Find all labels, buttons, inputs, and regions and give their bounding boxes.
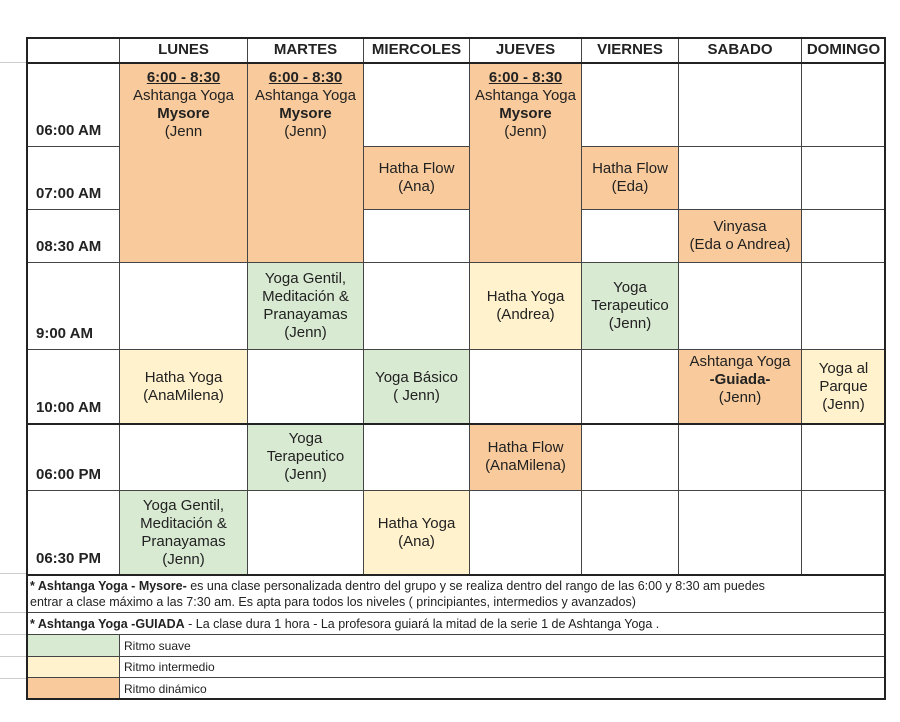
class-title: Yoga [613,279,647,296]
corner-header [26,37,120,63]
class-title: Pranayamas [141,532,226,550]
empty-cell [679,263,802,350]
note-text: - La clase dura 1 hora - La profesora guiará la mitad de la serie 1 de Ashtanga Yoga . [184,616,660,631]
class-title: Yoga al [818,359,869,377]
class-yoga-terapeutico-martes [248,424,364,491]
class-teacher: (Ana) [398,178,435,195]
class-title [250,87,361,123]
note-line [30,616,659,632]
empty-cell [802,147,886,210]
class-type: Mysore [499,105,552,122]
class-title-text: Ashtanga Yoga [475,87,576,104]
empty-cell [679,147,802,210]
class-type: Mysore [157,105,210,122]
class-title: Hatha Yoga [486,288,565,305]
empty-cell [679,491,802,575]
empty-cell [582,210,679,263]
time-label: 08:30 AM [26,210,120,263]
class-teacher: (Jenn) [284,123,327,140]
class-hatha-flow-viernes [582,147,679,210]
time-label: 06:00 AM [26,63,120,147]
legend-label: Ritmo suave [120,635,886,657]
class-title: Yoga Gentil, [142,496,225,514]
class-title: Terapeutico [266,448,345,465]
class-title [472,87,579,123]
class-vinyasa-sabado [679,210,802,263]
class-teacher: ( Jenn) [393,386,440,404]
class-ashtanga-mysore-martes [248,63,364,263]
empty-cell [248,491,364,575]
legend-label: Ritmo intermedio [120,657,886,678]
class-teacher: (Eda o Andrea) [689,236,791,253]
time-label: 07:00 AM [26,147,120,210]
class-teacher: (Jenn) [608,315,652,332]
class-time: 6:00 - 8:30 [488,69,563,86]
class-type: Mysore [279,105,332,122]
empty-cell [364,424,470,491]
time-label: 10:00 AM [26,350,120,424]
class-title: Yoga [288,430,323,447]
empty-cell [679,63,802,147]
class-teacher: (Jenn) [504,123,547,140]
class-yoga-terapeutico-viernes [582,263,679,350]
class-title: Terapeutico [591,297,669,314]
class-title: Hatha Yoga [144,368,223,386]
class-teacher: (Jenn) [284,466,327,483]
empty-cell [120,424,248,491]
empty-cell [470,350,582,424]
class-teacher: (Ana) [398,532,435,550]
sheet-gridline [0,656,26,657]
note-title: * Ashtanga Yoga - Mysore- [30,578,187,593]
class-ashtanga-mysore-lunes [120,63,248,263]
legend-swatch-dinamico [26,678,120,700]
sheet-gridline [0,678,26,679]
class-title: Hatha Flow [378,160,455,177]
empty-cell [802,263,886,350]
note-line [30,578,765,594]
empty-cell [364,210,470,263]
empty-cell [582,424,679,491]
class-teacher: (Jenn [164,123,203,140]
day-header-sabado: SABADO [679,37,802,63]
class-teacher: (Jenn) [284,324,327,341]
class-title: Yoga Básico [375,368,458,386]
time-label: 06:00 PM [26,424,120,491]
day-header-lunes: LUNES [120,37,248,63]
class-title: Hatha Flow [592,160,668,177]
class-title: Meditación & [140,514,227,532]
class-hatha-yoga-lunes [120,350,248,424]
class-ashtanga-guiada-sabado [679,350,802,424]
schedule-table [26,37,886,700]
class-teacher: (AnaMilena) [485,457,566,474]
note-line: entrar a clase máximo a las 7:30 am. Es apta para todos los niveles ( principiantes, intermedios y avanzados) [30,594,636,609]
class-title: Ashtanga Yoga [133,87,234,104]
sheet-gridline [0,634,26,635]
class-yoga-gentil-lunes [120,491,248,575]
empty-cell [248,350,364,424]
class-yoga-basico-miercoles [364,350,470,424]
class-hatha-flow-miercoles [364,147,470,210]
empty-cell [582,63,679,147]
empty-cell [364,263,470,350]
sheet-gridline [0,62,26,63]
empty-cell [802,210,886,263]
empty-cell [802,63,886,147]
empty-cell [802,424,886,491]
class-teacher: (Jenn) [162,550,205,568]
class-title: Hatha Flow [487,439,564,456]
empty-cell [582,350,679,424]
class-teacher: (Jenn) [822,395,865,413]
note-mysore [26,575,886,613]
day-header-domingo: DOMINGO [802,37,886,63]
note-text: es una clase personalizada dentro del grupo y se realiza dentro del rango de las 6:00 y 8:30 am puedes [186,578,765,593]
class-title: Hatha Yoga [377,514,456,532]
class-teacher: (Eda) [611,178,649,195]
class-hatha-yoga-jueves [470,263,582,350]
empty-cell [802,491,886,575]
class-hatha-flow-jueves [470,424,582,491]
class-title: Parque [819,377,868,395]
empty-cell [120,263,248,350]
day-header-viernes: VIERNES [582,37,679,63]
empty-cell [679,424,802,491]
class-teacher: (Jenn) [718,389,762,406]
class-yoga-al-parque-domingo [802,350,886,424]
class-hatha-yoga-miercoles [364,491,470,575]
day-header-miercoles: MIERCOLES [364,37,470,63]
class-title: Yoga Gentil, [264,270,347,287]
sheet-gridline [0,573,26,574]
time-label: 06:30 PM [26,491,120,575]
empty-cell [364,63,470,147]
sheet-gridline [0,612,26,613]
legend-swatch-suave [26,635,120,657]
legend-swatch-intermedio [26,657,120,678]
class-yoga-gentil-martes [248,263,364,350]
class-title-text: Ashtanga Yoga [255,87,356,104]
class-title: Meditación & [262,288,349,305]
empty-cell [470,491,582,575]
class-title: Ashtanga Yoga [689,353,791,370]
legend-label: Ritmo dinámico [120,678,886,700]
note-title: * Ashtanga Yoga -GUIADA [30,616,185,631]
empty-cell [582,491,679,575]
class-ashtanga-mysore-jueves [470,63,582,263]
class-time: 6:00 - 8:30 [146,69,221,86]
day-header-jueves: JUEVES [470,37,582,63]
class-type: -Guiada- [709,371,771,388]
note-guiada [26,613,886,635]
class-title: Pranayamas [263,306,348,323]
class-title: Vinyasa [713,218,767,235]
time-label: 9:00 AM [26,263,120,350]
day-header-martes: MARTES [248,37,364,63]
class-time: 6:00 - 8:30 [268,69,343,86]
class-teacher: (Andrea) [496,306,555,323]
class-teacher: (AnaMilena) [143,386,224,404]
